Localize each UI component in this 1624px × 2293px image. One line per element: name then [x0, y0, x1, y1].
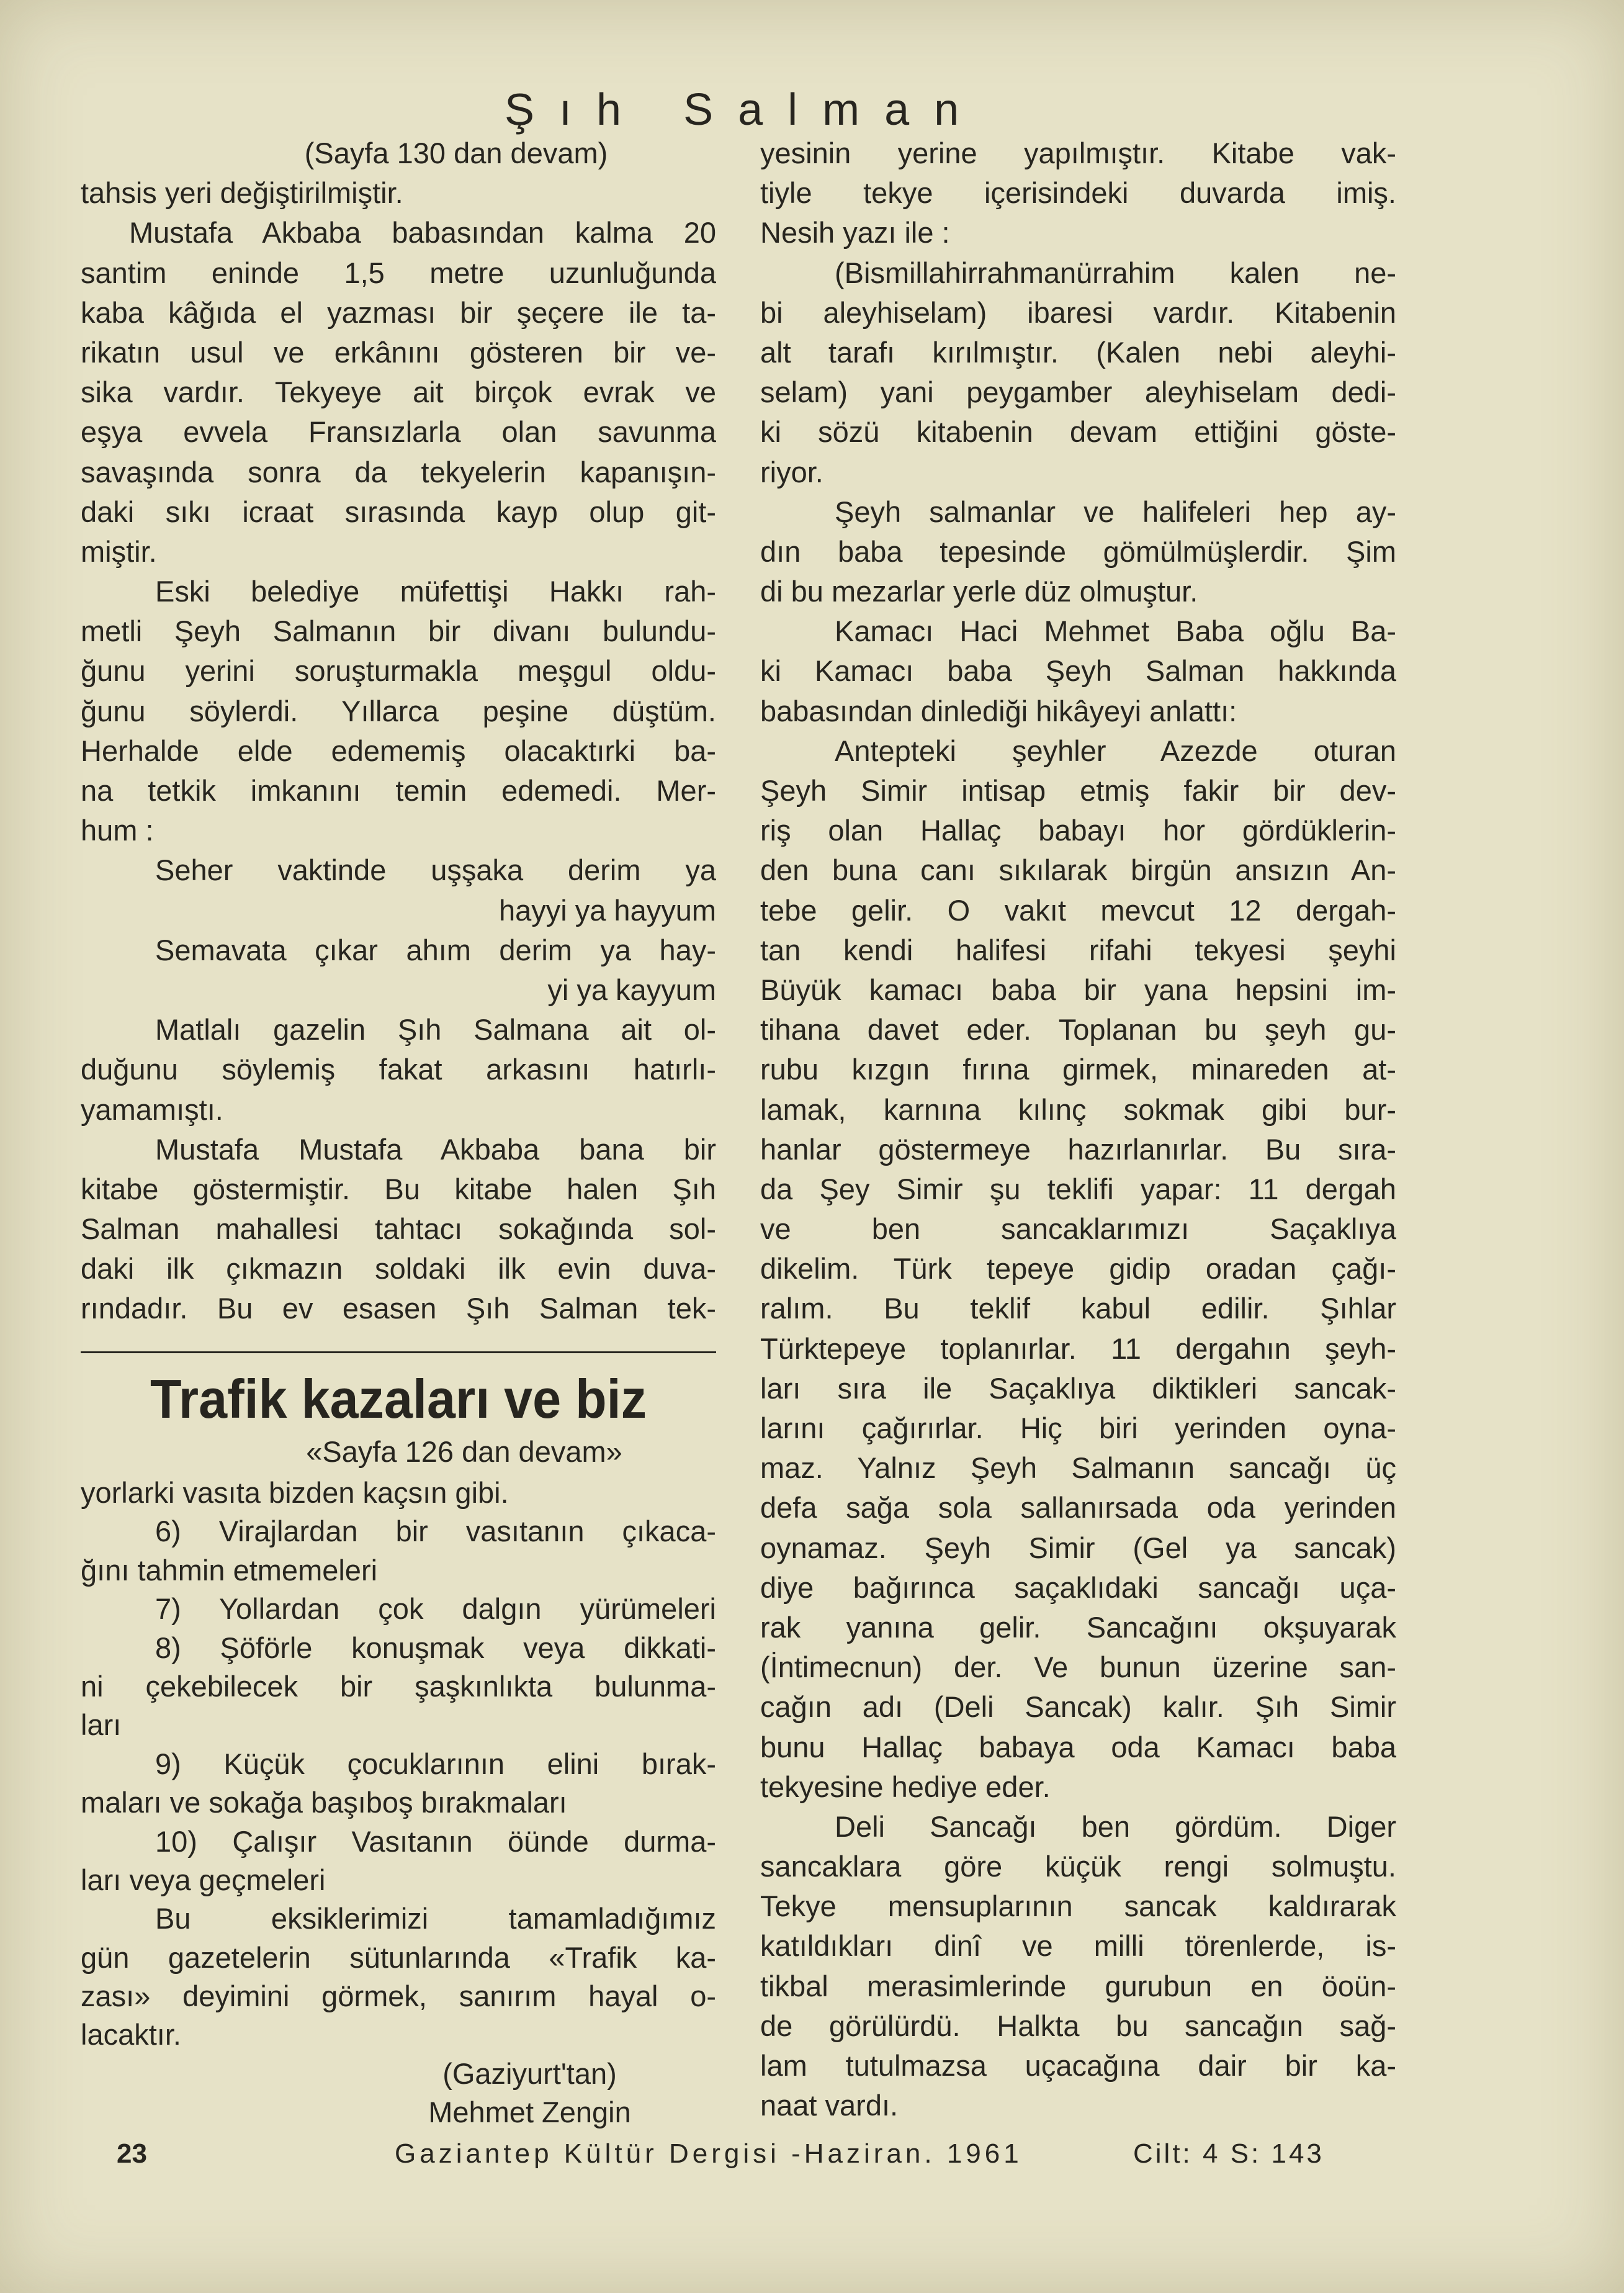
text-line: Mustafa Mustafa Akbaba bana bir [155, 1132, 716, 1166]
text-line: Şeyh salmanlar ve halifeleri hep ay- [835, 495, 1396, 528]
page-number: 23 [117, 2138, 147, 2169]
text-line: alt tarafı kırılmıştır. (Kalen nebi aleyhi- [760, 335, 1396, 369]
text-line: naat vardı. [760, 2089, 899, 2122]
text-line: rubu kızgın fırına girmek, minareden at- [760, 1053, 1396, 1086]
text-line: bi aleyhiselam) ibaresi vardır. Kitabenin [760, 295, 1396, 329]
text-line: gün gazetelerin sütunlarında «Trafik ka- [81, 1940, 716, 1974]
poem-line: Semavata çıkar ahım derim ya hay- [155, 933, 716, 966]
text-line: miştir. [81, 534, 157, 568]
text-line: ları sıra ile Saçaklıya diktikleri sancak- [760, 1371, 1396, 1405]
text-line: santim eninde 1,5 metre uzunluğunda [81, 256, 716, 289]
text-line: tiyle tekye içerisindeki duvarda imiş. [760, 176, 1396, 210]
poem-line: hayyi ya hayyum [498, 893, 716, 927]
text-line: riş olan Hallaç babayı hor gördüklerin- [760, 814, 1396, 847]
text-line: hanlar göstermeye hazırlanırlar. Bu sıra- [760, 1132, 1396, 1166]
text-line: Salman mahallesi tahtacı sokağında sol- [81, 1212, 716, 1246]
page-title: Şıh Salman [505, 85, 984, 135]
text-line: ki sözü kitabenin devam ettiğini göste- [760, 415, 1396, 449]
text-line: Antepteki şeyhler Azezde oturan [835, 734, 1396, 767]
article-title: Trafik kazaları ve biz [150, 1368, 647, 1430]
text-line: yamamıştı. [81, 1092, 223, 1126]
text-line: larını çağırırlar. Hiç biri yerinden oyna- [760, 1412, 1396, 1444]
continuation-note: «Sayfa 126 dan devam» [306, 1435, 622, 1468]
text-line: diye bağırınca saçaklıdaki sancağı uça- [760, 1570, 1396, 1604]
text-line: da Şey Simir şu teklifi yapar: 11 dergah [760, 1172, 1396, 1205]
traffic-article-body [81, 1474, 716, 2132]
list-item: 8) Şöförle konuşmak veya dikkati- [155, 1631, 716, 1664]
text-line: ki Kamacı baba Şeyh Salman hakkında [760, 654, 1396, 688]
text-line: tikbal merasimlerinde gurubun en öoün- [760, 1969, 1396, 2002]
text-line: kitabe göstermiştir. Bu kitabe halen Şıh [81, 1172, 716, 1205]
text-line: rındadır. Bu ev esasen Şıh Salman tek- [81, 1292, 716, 1325]
publication-info: Gaziantep Kültür Dergisi -Haziran. 1961 [395, 2138, 1023, 2169]
text-line: duğunu söylemiş fakat arkasını hatırlı- [81, 1053, 716, 1086]
text-line: Nesih yazı ile : [760, 216, 950, 250]
text-line: ve ben sancaklarımızı Saçaklıya [760, 1212, 1396, 1246]
text-line: hum : [81, 814, 154, 847]
text-line: ğunu söylerdi. Yıllarca peşine düştüm. [81, 694, 716, 728]
list-item: 9) Küçük çocuklarının elini bırak- [155, 1747, 716, 1780]
text-line: yesinin yerine yapılmıştır. Kitabe vak- [760, 137, 1396, 169]
text-line: de görülürdü. Halkta bu sancağın sağ- [760, 2009, 1396, 2042]
text-line: tebe gelir. O vakıt mevcut 12 dergah- [760, 893, 1396, 927]
text-line: riyor. [760, 455, 823, 489]
text-line: Tekye mensuplarının sancak kaldırarak [760, 1890, 1396, 1923]
right-column [760, 133, 1396, 2125]
text-line: Şeyh Simir intisap etmiş fakir bir dev- [760, 774, 1396, 807]
text-line: tihana davet eder. Toplanan bu şeyh gu- [760, 1013, 1396, 1047]
text-line: dın baba tepesinde gömülmüşlerdir. Şim [760, 534, 1396, 568]
article-author: Mehmet Zengin [428, 2096, 631, 2129]
text-line: lacaktır. [81, 2018, 181, 2052]
text-line: (İntimecnun) der. Ve bunun üzerine san- [760, 1651, 1396, 1684]
text-line: savaşında sonra da tekyelerin kapanışın- [81, 455, 716, 489]
text-line: ni çekebilecek bir şaşkınlıkta bulunma- [81, 1669, 716, 1703]
text-line: Mustafa Akbaba babasından kalma 20 [129, 216, 716, 250]
list-item: 6) Virajlardan bir vasıtanın çıkaca- [155, 1515, 716, 1548]
text-line: Eski belediye müfettişi Hakkı rah- [155, 575, 716, 608]
text-line: metli Şeyh Salmanın bir divanı bulundu- [81, 615, 716, 648]
text-line: kaba kâğıda el yazması bir şeçere ile ta- [81, 295, 716, 329]
text-line: defa sağa sola sallanırsada oda yerinden [760, 1491, 1396, 1525]
text-line: yorlarki vasıta bizden kaçsın gibi. [81, 1476, 509, 1509]
text-line: lamak, karnına kılınç sokmak gibi bur- [760, 1092, 1396, 1126]
text-line: Deli Sancağı ben gördüm. Diger [835, 1809, 1396, 1843]
text-line: na tetkik imkanını temin edemedi. Mer- [81, 774, 716, 807]
text-line: cağın adı (Deli Sancak) kalır. Şıh Simir [760, 1690, 1396, 1724]
text-line: ralım. Bu teklif kabul edilir. Şıhlar [760, 1292, 1396, 1325]
text-line: daki ilk çıkmazın soldaki ilk evin duva- [81, 1252, 716, 1286]
article-divider [81, 1351, 716, 1353]
issue-info: Cilt: 4 S: 143 [1133, 2138, 1324, 2169]
text-line: di bu mezarlar yerle düz olmuştur. [760, 575, 1198, 608]
poem-line: yi ya kayyum [547, 973, 716, 1006]
continuation-note: (Sayfa 130 dan devam) [304, 137, 608, 169]
text-line: Türktepeye toplanırlar. 11 dergahın şeyh- [760, 1331, 1396, 1365]
text-line: Büyük kamacı baba bir yana hepsini im- [760, 973, 1396, 1006]
text-line: bunu Hallaç babaya oda Kamacı baba [760, 1730, 1396, 1764]
text-line: (Bismillahirrahmanürrahim kalen ne- [835, 256, 1396, 289]
text-line: ları veya geçmeleri [81, 1863, 326, 1896]
text-line: eşya evvela Fransızlarla olan savunma [81, 415, 716, 449]
text-line: den buna canı sıkılarak birgün ansızın An- [760, 854, 1396, 887]
text-line: zası» deyimini görmek, sanırım hayal o- [81, 1980, 716, 2013]
text-line: oynamaz. Şeyh Simir (Gel ya sancak) [760, 1531, 1396, 1564]
poem-line: Seher vaktinde uşşaka derim ya [155, 854, 716, 887]
text-line: ları [81, 1708, 122, 1742]
text-line: rikatın usul ve erkânını gösteren bir ve- [81, 335, 716, 369]
text-line: Herhalde elde edememiş olacaktırki ba- [81, 734, 716, 767]
text-line: tan kendi halifesi rifahi tekyesi şeyhi [760, 933, 1396, 966]
text-line: sancaklara göre küçük rengi solmuştu. [760, 1850, 1396, 1883]
text-line: ğını tahmin etmemeleri [81, 1553, 378, 1587]
article-source: (Gaziyurt'tan) [442, 2056, 617, 2090]
text-line: tekyesine hediye eder. [760, 1770, 1051, 1803]
text-line: Bu eksiklerimizi tamamladığımız [155, 1902, 716, 1935]
text-line: rak yanına gelir. Sancağını okşuyarak [760, 1610, 1396, 1644]
text-line: katıldıkları dinî ve milli törenlerde, is- [760, 1929, 1396, 1963]
text-line: dikelim. Türk tepeye gidip oradan çağı- [760, 1252, 1396, 1286]
text-line: ğunu yerini soruşturmakla meşgul oldu- [81, 654, 716, 688]
left-column [81, 133, 716, 1329]
text-line: maz. Yalnız Şeyh Salmanın sancağı üç [760, 1451, 1396, 1485]
text-line: Matlalı gazelin Şıh Salmana ait ol- [155, 1013, 716, 1047]
text-line: selam) yani peygamber aleyhiselam dedi- [760, 376, 1396, 409]
list-item: 10) Çalışır Vasıtanın öünde durma- [155, 1824, 716, 1858]
text-line: Kamacı Haci Mehmet Baba oğlu Ba- [835, 615, 1396, 648]
text-line: tahsis yeri değiştirilmiştir. [81, 176, 403, 210]
text-line: lam tutulmazsa uçacağına dair bir ka- [760, 2049, 1396, 2082]
text-line: babasından dinlediği hikâyeyi anlattı: [760, 694, 1237, 728]
text-line: daki sıkı icraat sırasında kayp olup git- [81, 495, 716, 528]
list-item: 7) Yollardan çok dalgın yürümeleri [155, 1592, 716, 1626]
text-line: sika vardır. Tekyeye ait birçok evrak ve [81, 376, 716, 409]
text-line: maları ve sokağa başıboş bırakmaları [81, 1786, 567, 1819]
